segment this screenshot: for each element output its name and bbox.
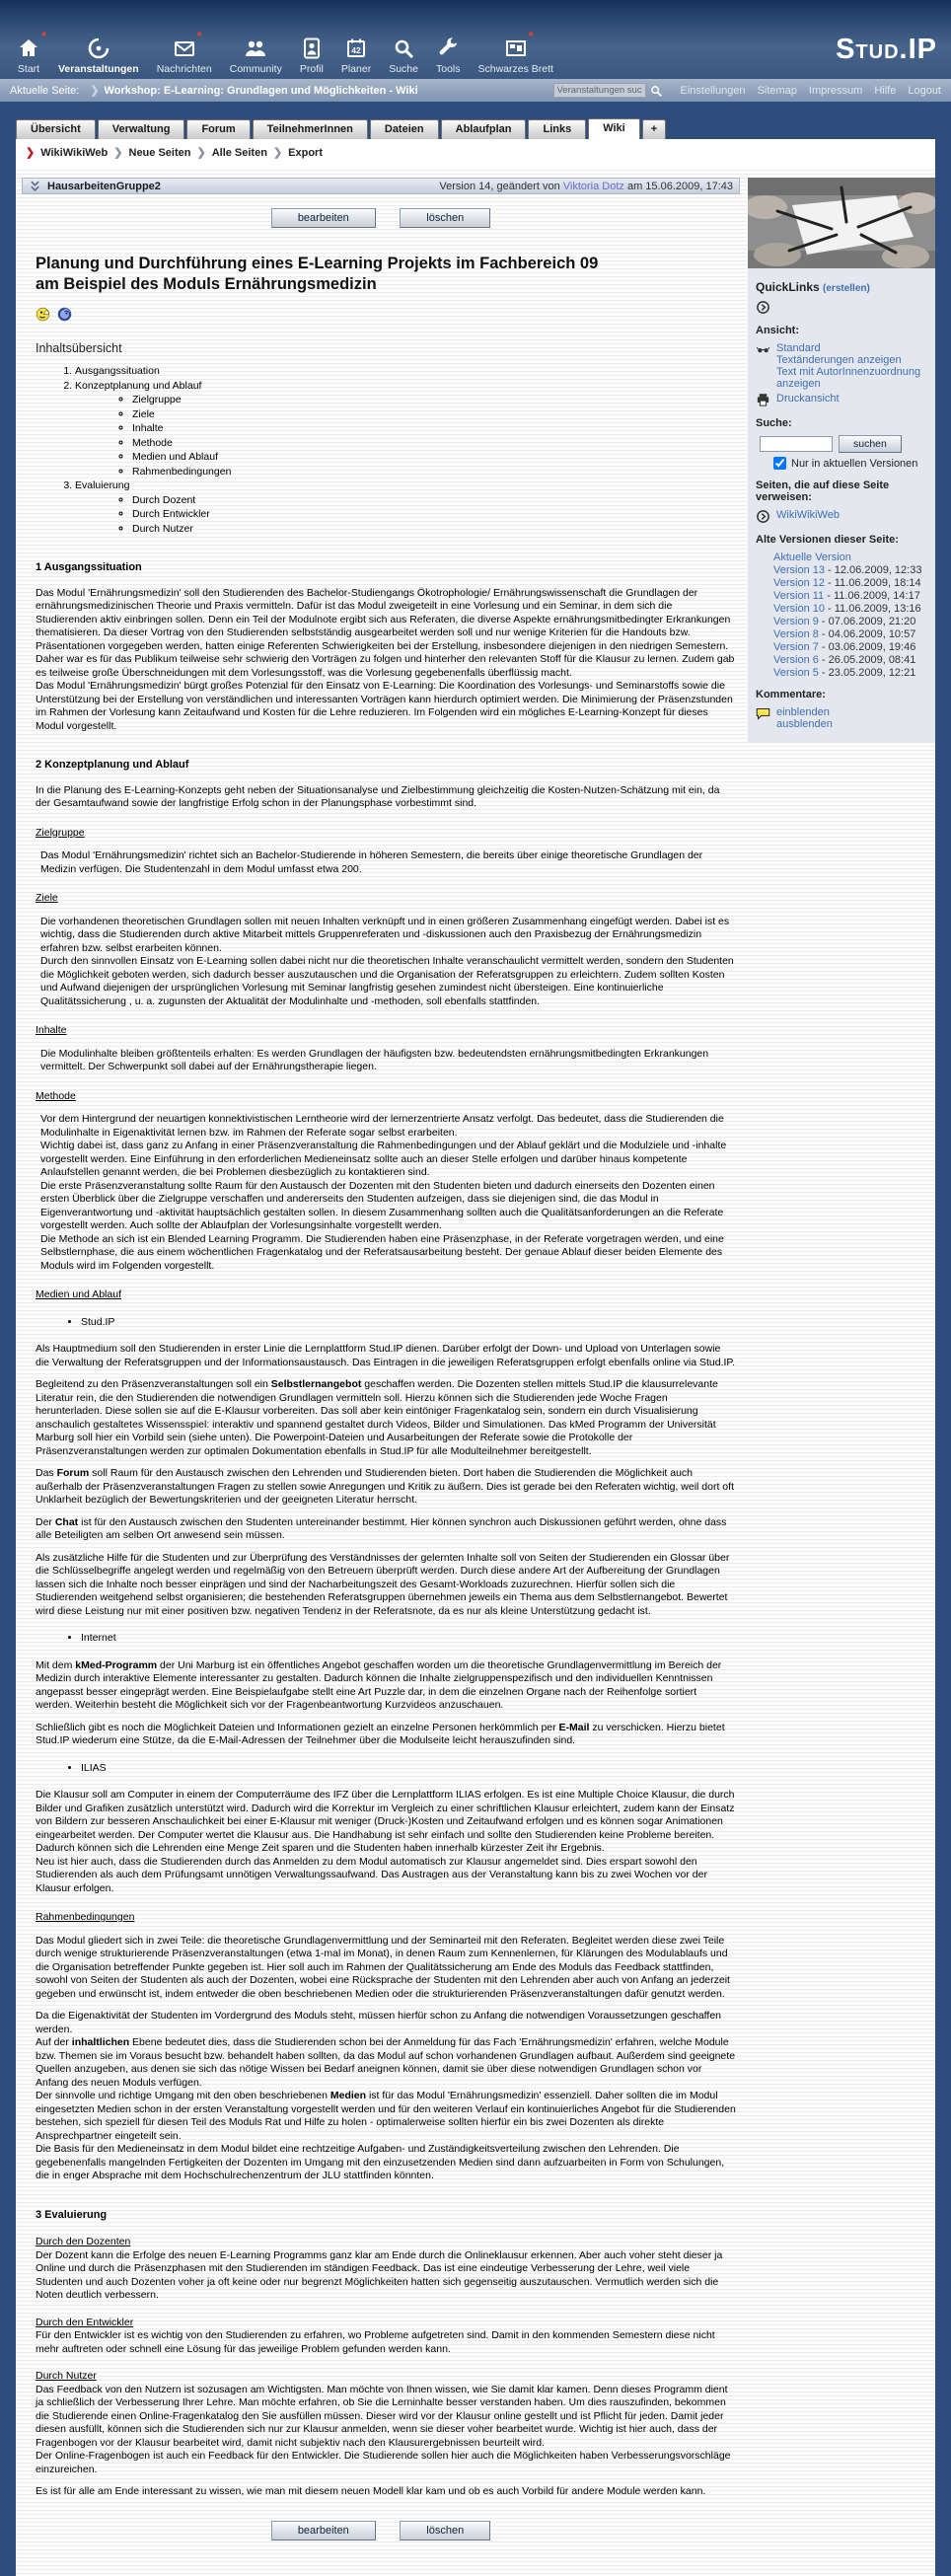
article-paragraph: Das Modul 'Ernährungsmedizin' richtet sich an Bachelor-Studierende in höheren Semestern, die bereits über einige theoretische Grundlagen der Medizin verfügen. Die Studentenzahl in dem Modul umfasst etwa 200.	[40, 849, 703, 875]
quicklinks-create-link[interactable]: (erstellen)	[823, 283, 870, 294]
view-section-label: Ansicht:	[756, 325, 799, 336]
printer-icon	[756, 393, 770, 407]
toc-entry[interactable]: 1. Ausgangssituation	[75, 365, 736, 379]
tab-übersicht[interactable]: Übersicht	[16, 119, 96, 139]
top-action-buttons	[22, 208, 740, 228]
comments-label: Kommentare:	[756, 689, 826, 700]
smiley-row	[36, 307, 736, 327]
search-section-label: Suche:	[756, 417, 792, 429]
breadcrumb-item-export[interactable]: Export	[288, 146, 323, 159]
wiki-search-button[interactable]: suchen	[839, 435, 902, 453]
version-list	[756, 552, 927, 679]
edit-button-bottom[interactable]: bearbeiten	[271, 2521, 376, 2540]
version-date: - 11.06.2009, 13:16	[824, 603, 921, 615]
article-body	[36, 561, 736, 2499]
article-paragraph: Die Modulinhalte bleiben größtenteils erhalten: Es werden Grundlagen der häufigsten bzw. bedeutendsten ernährungsmitbedingten Erkrankungen vermittelt. Der Schwerpunkt soll dabei auf der Ernährungstherapie liegen.	[40, 1047, 709, 1072]
comment-bubble-icon	[756, 706, 770, 721]
nav-item-label: Start	[17, 63, 40, 75]
article-subheading: Medien und Ablauf	[36, 1288, 121, 1300]
course-title: Workshop: E-Learning: Grundlagen und Möglichkeiten - Wiki	[104, 84, 418, 97]
view-standard-link[interactable]: Standard	[776, 342, 821, 354]
article-paragraph: Vor dem Hintergrund der neuartigen konnektivistischen Lerntheorie wird der lernerzentrierte Ansatz verfolgt. Das bedeutet, dass die Studierenden die Modulinhalte in Eigenaktivität lernen bzw. im Rahmen der Referate sogar selbst erarbeiten. Wichtig dabei ist, dass ganz zu Anfang in einer Präsenzveranstaltung die Rahmenbedingungen und der Ablauf geklärt und die Modulziele und -inhalte vorgestellt werden. Eine Einführung in den erforderlichen Medieneinsatz sollte auch an dieser Stelle erfolgen und darüber hinaus kompetente Anlaufstellen genannt werden, die bei Problemen diesbezüglich zu kontaktieren sind. Die erste Präsenzveranstaltung sollte Raum für den Austausch der Dozenten mit den Studenten bieten und dadurch einerseits den Dozenten einen ersten Überblick über die Zielgruppe verschaffen und andererseits den Studenten aufzeigen, dass sie diejenigen sind, die das Modul in Eigenverantwortung und -aktivität hauptsächlich gestalten sollen. In diesem Zusammenhang sollten auch die Qualitätsanforderungen an die Referate vorgestellt werden. Auch sollte der Ablaufplan der Vorlesungsinhalte vorgestellt werden. Die Methode an sich ist ein Blended Learning Programm. Die Studierenden haben eine Präsenzphase, in der Referate vorgetragen werden, und eine Selbstlernphase, die aus einem wöchentlichen Fragenkatalog und der Referatsausarbeitung besteht. Der genaue Ablauf dieser beiden Elemente des Moduls wird im Folgenden vorgestellt.	[40, 1113, 727, 1272]
article-paragraph: Der Dozent kann die Erfolge des neuen E-Learning Programms ganz klar am Ende durch die Onlineklausur erkennen. Aber auch voher steht dieser ja Online und durch die Präsenzphasen mit den Studierenden im ständigen Feedback. Das ist eine eindeutige Verbesserung der Lehre, weil viele Studenten und auch Dozenten voher ja oft keine oder nur begrenzt Möglichkeiten hatten sich gegenseitig auszutauschen. Vermutlich werden sich die Noten deutlich verbessern.	[36, 2248, 723, 2301]
version-date: - 26.05.2009, 08:41	[818, 654, 916, 666]
view-mode-icon	[756, 342, 770, 357]
version-date: - 11.06.2009, 18:14	[824, 577, 921, 589]
dizzy-smiley-icon	[57, 307, 72, 322]
version-entry	[773, 616, 927, 627]
article-paragraph: Da die Eigenaktivität der Studenten im Vordergrund des Moduls steht, müssen hierfür schon zu Anfang die notwendigen Voraussetzungen geschaffen werden. Auf der inhaltlichen Ebene bedeutet dies, dass die Studierenden schon bei der Anmeldung für das Fach 'Ernährungsmedizin' erfahren, welche Module bzw. Themen sie im Voraus besucht bzw. behandelt haben sollten, da das Modul auf schon vorhandenen Grundlagen aufbaut. Außerdem sind geeignete Quellen anzugeben, aus denen sie sich das nötige Wissen bei Bedarf aneignen können, damit sie über diese notwendigen Grundlagen schon vor Anfang des neuen Moduls verfügen. Der sinnvolle und richtige Umgang mit den oben beschriebenen Medien ist für das Modul 'Ernährungsmedizin' essenziell. Daher sollten die im Modul eingesetzten Medien schon in der ersten Veranstaltung vorgestellt werden und für den weiteren Verlauf ein kontinuierliches Angebot für die Studierenden bestehen, sich speziell für diesen Teil des Moduls Rat und Hilfe zu holen - optimalerweise sollten hierfür ein bis zwei Dozenten als direkte Ansprechpartner eingeteilt sein. Die Basis für den Medieneinsatz in dem Modul bildet eine rechtzeitige Aufgaben- und Zuständigkeitsverteilung zwischen den Lehrenden. Die gegebenenfalls mangelnden Fertigkeiten der Dozenten im Umgang mit den einzusetzenden Medien sind dann aufzuarbeiten in Form von Schulungen, die in enger Absprache mit dem Hochschulrechenzentrum der JLU stattfinden könnten.	[36, 2010, 736, 2181]
article-subheading: Rahmenbedingungen	[36, 1911, 135, 1923]
toc-entry[interactable]: 2. Konzeptplanung und Ablauf	[75, 380, 736, 394]
version-entry	[773, 577, 927, 589]
version-entry	[773, 654, 927, 666]
nav-item-label: Tools	[435, 63, 461, 75]
quicklinks-label: QuickLinks	[756, 280, 820, 294]
toc-label: Inhaltsübersicht	[36, 340, 122, 355]
version-link[interactable]: Version 11	[773, 590, 825, 602]
article-paragraph: Das Modul 'Ernährungsmedizin' soll den Studierenden des Bachelor-Studiengangs Ökotrophologie/ Ernährungswissenschaft die Grundlagen der ernährungsmedizinischen Theorie und Praxis vermitteln. Dafür ist das Modul zweigeteilt in eine Vorlesung und ein Seminar, in dem sich die Studierenden aktiv einbringen sollen. Denn ein Teil der Modulnote ergibt sich aus Referaten, die diverse Aspekte ernährungsmitbedingter Erkrankungen thematisieren. Da dieser Vortrag von den Studierenden selbstständig ausgearbeitet werden soll und nur wenige Kriterien für die Handouts bzw. Präsentationen vorgegeben werden, hatten einige Referenten Schwierigkeiten bei der Erstellung, insbesondere diejenigen in den niedrigen Semestern. Daher war es für das Publikum teilweise sehr schwierig den Vorträgen zu folgen und hinterher den relevanten Stoff für die Klausur zu lernen. Zudem gab es teilweise große Überschneidungen mit dem Vorlesungsstoff, was die Vorlesung gegebenenfalls überflüssig macht. Das Modul 'Ernährungsmedizin' bürgt großes Potenzial für den Einsatz von E-Learning: Die Koordination des Vorlesungs- und Seminarstoffs sowie die Unterstützung bei der Erstellung von verständlichen und interessanten Vorträgen kann hierdurch optimiert werden. Die Minimierung der Präsenzstunden im Rahmen der Vorlesung kann Zeitaufwand und Kosten für die Lehre reduzieren. Im Folgenden wird ein mögliches E-Learning-Konzept für dieses Modul vorgestellt.	[36, 586, 735, 732]
version-date: - 04.06.2009, 10:57	[818, 628, 916, 640]
version-prefix: Version 14, geändert von	[439, 180, 563, 192]
tab-wiki[interactable]: Wiki	[588, 118, 640, 139]
table-of-contents	[36, 365, 736, 536]
version-entry	[773, 628, 927, 640]
version-entry	[773, 641, 927, 653]
article-paragraph: Begleitend zu den Präsenzveranstaltungen soll ein Selbstlernangebot geschaffen werden. Die Dozenten stellen mittels Stud.IP die klausurrelevante Literatur rein, die den Studierenden die notwendigen Grundlagen vermitteln soll. Hierzu können sich die Studierenden jede Woche Fragen herunterladen. Diese sollen sie auf die E-Klausur vorbereiten. Das soll aber kein eintöniger Fragenkatalog sein, sondern ein durch Visualisierung anschaulich gestaltetes Wissensspiel: interaktiv und spannend gestaltet durch Videos, Bilder und Simulationen. Das kMed Programm der Universität Marburg soll hier ein Vorbild sein (siehe unten). Die Powerpoint-Dateien und Ausarbeitungen der Referate sowie die Protokolle der Präsenzveranstaltungen werden zur optimalen Dokumentation ebenfalls in Stud.IP für alle Modulteilnehmer bereitgestellt.	[36, 1378, 718, 1457]
breadcrumb-item-alle-seiten[interactable]: Alle Seiten	[211, 146, 267, 159]
toc-sub-list	[75, 394, 736, 478]
version-link[interactable]: Version 5	[773, 667, 819, 679]
current-page-label: Aktuelle Seite:	[10, 84, 80, 97]
article-title	[36, 254, 736, 295]
version-link[interactable]: Version 12	[773, 577, 825, 589]
version-link[interactable]: Version 8	[773, 628, 819, 640]
article-paragraph: Als zusätzliche Hilfe für die Studenten und zur Überprüfung des Verständnisses der gelernten Inhalte soll von Seiten der Studierenden ein Glossar über die Schlüsselbegriffe angelegt werden und regelmäßig von den Betreuern überprüft werden. Durch diese andere Art der Aufbereitung der Grundlagen lassen sich die Inhalte noch besser einprägen und sind der Nacharbeitungszeit des Gesamt-Workloads zuzurechnen. Hierfür sollen sich die Studierenden weitgehend selbst organisieren; die bestehenden Referatsgruppen übernehmen jeweils ein Thema aus dem Selbstlernangebot. Bewertet wird diese Leistung nur mit einer positiven bzw. negativen Tendenz in der Referatsnote, da es nur als kleine Unterstützung gedacht ist.	[36, 1551, 730, 1617]
article-subheading: Durch den Dozenten	[36, 2236, 131, 2247]
version-info	[439, 181, 733, 192]
content-area	[16, 139, 935, 2576]
new-alert-icon: *	[528, 29, 534, 43]
nav-item-label: Veranstaltungen	[58, 63, 139, 75]
delete-button-bottom[interactable]: löschen	[400, 2521, 490, 2540]
current-versions-label: Nur in aktuellen Versionen	[791, 457, 918, 470]
mail-icon	[173, 29, 202, 60]
version-entry	[773, 590, 927, 602]
group-work-photo	[748, 178, 935, 268]
referring-page-link[interactable]: WikiWikiWeb	[776, 509, 840, 521]
tab-verwaltung[interactable]: Verwaltung	[98, 119, 185, 139]
comments-links	[776, 706, 833, 730]
nav-item-label: Suche	[389, 63, 418, 75]
quicklinks-heading	[756, 280, 927, 294]
article-bullet: • ILIAS	[81, 1762, 736, 1776]
article-title-line2: am Beispiel des Moduls Ernährungsmedizin	[36, 275, 377, 293]
author-link[interactable]: Viktoria Dotz	[562, 180, 624, 192]
toc-sub-entry[interactable]: ◦ Methode	[132, 437, 736, 451]
edit-button[interactable]: bearbeiten	[271, 208, 376, 228]
toc-sub-entry[interactable]: ◦ Durch Dozent	[132, 494, 736, 508]
community-icon	[244, 37, 267, 60]
article-subheading: Durch Nutzer	[36, 2370, 97, 2382]
version-link[interactable]: Version 9	[773, 616, 819, 627]
chevron-right-icon: ❯	[90, 85, 100, 97]
wiki-search-input[interactable]	[760, 436, 833, 452]
nav-item-label: Planer	[340, 63, 372, 75]
version-link[interactable]: Version 10	[773, 603, 825, 615]
current-versions-checkbox[interactable]	[773, 457, 786, 470]
comments-hide-link[interactable]: ausblenden	[776, 718, 833, 730]
chevron-right-icon: ❯	[113, 147, 123, 159]
header-link-logout[interactable]: Logout	[908, 84, 941, 97]
tab-teilnehmerinnen[interactable]: TeilnehmerInnen	[253, 119, 368, 139]
nav-item-profil[interactable]	[291, 37, 332, 75]
version-date: - 07.06.2009, 21:20	[818, 616, 916, 627]
collapse-icon[interactable]	[29, 180, 41, 192]
version-entry	[773, 667, 927, 679]
article-paragraph: Die Klausur soll am Computer in einem der Computerräume des IFZ über die Lernplattform ILIAS erfolgen. Es ist eine Multiple Choice Klausur, die durch Bilder und Grafiken zusätzlich unterstützt wird. Dadurch wird die Korrektur im Vergleich zu einer schriftlichen Klausur erleichtert, zudem kann der Einsatz von Bildern zur besseren Anschaulichkeit bei einer E-Klausur mit weniger (Druck-)Kosten und Zeitaufwand erfolgen und es können sogar Animationen eingearbeitet werden. Der Computer wertet die Klausur aus. Die Handhabung ist sehr einfach und sollte den Studierenden keine Probleme bereiten. Dadurch können sich die Lehrenden eine Menge Zeit sparen und die Studenten haben innerhalb kürzester Zeit ihr Ergebnis. Neu ist hier auch, dass die Studierenden durch das Anmelden zu dem Modul automatisch zur Klausur angemeldet sind. Dies erspart sowohl den Studierenden als auch dem Prüfungsamt unnötigen Verwaltungssaufwand. Das Austragen aus der Veranstaltung kann bis zu zwei Wochen vor der Klausur erfolgen.	[36, 1789, 735, 1894]
nav-item-planer[interactable]	[332, 37, 380, 75]
article-paragraph: Es ist für alle am Ende interessant zu wissen, wie man mit diesem neuen Modell klar kam und ob es auch Vorbild für andere Module werden kann.	[36, 2485, 706, 2497]
header-link-hilfe[interactable]: Hilfe	[874, 84, 897, 97]
header-quick-links	[669, 85, 942, 97]
article-heading: 1 Ausgangssituation	[36, 561, 142, 573]
version-link[interactable]: Aktuelle Version	[773, 552, 851, 563]
tab-dateien[interactable]: Dateien	[370, 119, 439, 139]
top-header	[0, 0, 951, 79]
view-changes-link[interactable]: Textänderungen anzeigen	[776, 354, 902, 366]
article-heading: 2 Konzeptplanung und Ablauf	[36, 759, 189, 771]
referring-pages-label: Seiten, die auf diese Seite verweisen:	[756, 479, 890, 503]
version-date: - 03.06.2009, 19:46	[818, 641, 916, 653]
main-navigation	[8, 29, 562, 75]
bottom-action-buttons	[22, 2521, 740, 2540]
delete-button[interactable]: löschen	[400, 208, 490, 228]
wiki-sidebar	[748, 178, 935, 2550]
version-date: - 12.06.2009, 12:33	[824, 564, 922, 576]
breadcrumb-item-wikiwikiweb[interactable]: WikiWikiWeb	[40, 146, 109, 159]
article-paragraph: Die vorhandenen theoretischen Grundlagen sollen mit neuen Inhalten verknüpft und in einen größeren Zusammenhang eingefügt werden. Dabei ist es wichtig, dass die Studierenden durch aktive Mitarbeit mittels Gruppenreferaten und -diskussionen auch den Praxisbezug der Ernährungsmedizin erfahren bzw. selbst erarbeiten können. Durch den sinnvollen Einsatz von E-Learning sollen dabei nicht nur die theoretischen Inhalte veranschaulicht vermittelt werden, sondern den Studenten die Möglichkeit geboten werden, sich dadurch besser auszutauschen und die Organisation der Referatsgruppen zu erleichtern. Zudem sollten Kosten und Aufwand diejenigen der ursprünglichen Vorlesung mit Seminar langfristig gesehen zumindest nicht übersteigen. Eine kontinuierliche Qualitätssicherung , u. a. zugunsten der Aktualität der Modulinhalte und -methoden, soll ebenfalls stattfinden.	[40, 915, 734, 1007]
nav-item-label: Profil	[299, 63, 324, 75]
article-paragraph: Das Feedback von den Nutzern ist sozusagen am Wichtigsten. Man möchte von Ihnen wissen, wie Sie damit klar kamen. Denn dieses Programm dient ja schließlich der Verbesserung Ihrer Lehre. Man möchte erfahren, ob Sie die Lerninhalte besser verstanden haben. Um dies rauszufinden, bekommen die Studierende einen Online-Fragenkatalog den Sie ausfüllen müssen. Dieser wird vor der Klausur online gestellt und ist Pflicht für jeden. Damit jeder diesen ausfüllt, können sich die Studierenden sich nur zur Klausur anmelden, wenn sie dieser voher bearbeitet wurde. Wichtig ist hier auch, dass der Fragenbogen vor der Klausur bearbeitet wird, damit nicht subjektiv nach den Klausurergebnissen beurteilt wird. Der Online-Fragenbogen ist auch ein Feedback für den Entwickler. Die Studierende sollen hier auch die Möglichkeiten haben Verbesserungsvorschläge einzureichen.	[36, 2383, 731, 2475]
nav-item-start[interactable]	[8, 29, 49, 75]
toc-sub-entry[interactable]: ◦ Inhalte	[132, 422, 736, 436]
version-date: - 23.05.2009, 12:21	[818, 667, 916, 679]
version-entry	[773, 603, 927, 615]
header-link-impressum[interactable]: Impressum	[808, 84, 863, 97]
article-paragraph: Schließlich gibt es noch die Möglichkeit Dateien und Informationen gezielt an einzelne Personen herkömmlich per E-Mail zu verschicken. Hierzu bietet Stud.IP wiederum eine Stütze, da die E-Mail-Adressen der Teilnehmer über die Modulseite leicht herauszufinden sind.	[36, 1721, 725, 1746]
arrow-circle-icon	[756, 509, 770, 524]
tab-links[interactable]: Links	[528, 119, 586, 139]
view-links	[776, 342, 927, 390]
toc-sub-entry[interactable]: ◦ Medien und Ablauf	[132, 451, 736, 465]
article-paragraph: Als Hauptmedium soll den Studierenden in erster Linie die Lernplattform Stud.IP dienen. Darüber erfolgt der Down- und Upload von Unterlagen sowie die Verwaltung der Referatsgruppen und der Informationsaustausch. Das Eintragen in die jeweiligen Referatsgruppen erfolgt ebenfalls online via Stud.IP.	[36, 1343, 735, 1368]
view-authors-link[interactable]: Text mit AutorInnenzuordnung anzeigen	[776, 366, 921, 390]
article-subheading: Zielgruppe	[36, 826, 85, 839]
article-bullet: • Stud.IP	[81, 1316, 736, 1330]
article-bullet-list	[36, 1762, 736, 1776]
nav-item-schwarzes-brett[interactable]	[470, 29, 562, 75]
version-entry	[773, 552, 927, 563]
tab-forum[interactable]: Forum	[186, 119, 250, 139]
toc-entry[interactable]: 3. Evaluierung	[75, 479, 736, 493]
toc-sub-list	[75, 494, 736, 537]
tools-icon	[436, 37, 460, 60]
article-paragraph: In die Planung des E-Learning-Konzepts geht neben der Situationsanalyse und Zielbestimmung gleichzeitig die Kosten-Nutzen-Schätzung mit ein, da der Gesamtaufwand sowie der langfristige Erfolg schon in der Planungsphase vorbestimmt sind.	[36, 783, 720, 809]
article-title-line1: Planung und Durchführung eines E-Learning Projekts im Fachbereich 09	[36, 255, 599, 272]
article-paragraph: Der Chat ist für den Austausch zwischen den Studenten untereinander bestimmt. Hier können synchron auch Diskussionen geführt werden, ohne dass alle Beteiligten am selben Ort anwesend sein müssen.	[36, 1515, 727, 1541]
profile-icon	[300, 37, 324, 60]
toc-sub-entry[interactable]: ◦ Durch Nutzer	[132, 523, 736, 537]
article-paragraph: Das Modul gliedert sich in zwei Teile: die theoretische Grundlagenvermittlung und der Seminarteil mit den Referaten. Begleitet werden diese zwei Teile durch wenige strukturierende Präsenzveranstaltungen (etwa 1-mal im Monat), in denen Raum zum Kennenlernen, für Klärungen des Modulablaufs und die Organisation betreffender Punkte gegeben ist. Hier soll auch im Rahmen der Qualitätssicherung am Ende des Moduls das Feedback stattfinden, sowohl von Seiten der Studenten als auch der Dozenten, wobei eine Rücksprache der Studenten mit den Lehrenden aber auch von Anfang an jederzeit gegeben und erwünscht ist, indem entweder die oben beschriebenen Medien oder die strukturierenden Präsenzveranstaltungen dafür genutzt werden.	[36, 1934, 730, 2000]
version-link[interactable]: Version 6	[773, 654, 819, 666]
article-subheading: Durch den Entwickler	[36, 2316, 134, 2328]
home-icon	[17, 29, 46, 60]
info-bar	[0, 79, 951, 102]
course-tabs	[16, 118, 951, 139]
nav-item-label: Community	[229, 63, 282, 75]
nav-item-label: Schwarzes Brett	[477, 63, 553, 75]
print-view-link[interactable]: Druckansicht	[776, 393, 840, 405]
article-heading: 3 Evaluierung	[36, 2208, 108, 2221]
smiley-icon	[36, 307, 50, 322]
sidebar-panel	[748, 268, 935, 743]
tab-ablaufplan[interactable]: Ablaufplan	[441, 119, 527, 139]
nav-item-veranstaltungen[interactable]	[49, 37, 148, 75]
svg-text:42: 42	[351, 45, 361, 55]
nav-item-suche[interactable]	[380, 37, 427, 75]
wiki-page-name: HausarbeitenGruppe2	[47, 180, 161, 192]
toc-sub-entry[interactable]: ◦ Durch Entwickler	[132, 508, 736, 522]
breadcrumb-item-neue-seiten[interactable]: Neue Seiten	[128, 146, 191, 159]
tab-band	[0, 102, 951, 139]
wiki-article	[22, 254, 740, 2499]
nav-item-community[interactable]	[221, 37, 291, 75]
header-link-sitemap[interactable]: Sitemap	[757, 84, 797, 97]
arrow-circle-icon[interactable]	[756, 300, 770, 315]
tab-add[interactable]: +	[642, 119, 666, 139]
search-icon[interactable]	[649, 84, 663, 98]
toc-sub-entry[interactable]: ◦ Zielgruppe	[132, 394, 736, 407]
version-entry	[773, 564, 927, 576]
wiki-page-header	[22, 178, 740, 194]
article-bullet-list	[36, 1316, 736, 1330]
toc-sub-entry[interactable]: ◦ Ziele	[132, 408, 736, 422]
version-link[interactable]: Version 7	[773, 641, 819, 653]
article-bullet-list	[36, 1632, 736, 1646]
nav-item-label: Nachrichten	[156, 63, 212, 75]
planner-icon	[344, 37, 368, 60]
old-versions-label: Alte Versionen dieser Seite:	[756, 534, 899, 546]
version-suffix: am 15.06.2009, 17:43	[623, 180, 733, 192]
nav-item-nachrichten[interactable]	[148, 29, 221, 75]
breadcrumb	[16, 139, 935, 168]
chevron-right-icon: ❯	[196, 147, 206, 159]
header-link-einstellungen[interactable]: Einstellungen	[680, 84, 746, 97]
studip-logo: Stud.IP	[836, 34, 937, 65]
chevron-right-icon: ❯	[272, 147, 283, 159]
search-icon	[392, 37, 415, 60]
new-alert-icon: *	[40, 29, 46, 43]
toc-sub-entry[interactable]: ◦ Rahmenbedingungen	[132, 466, 736, 479]
version-link[interactable]: Version 13	[773, 564, 825, 576]
article-subheading: Methode	[36, 1089, 76, 1102]
wiki-main-column	[16, 178, 744, 2550]
chevron-right-icon: ❯	[26, 147, 36, 159]
new-alert-icon: *	[196, 29, 202, 43]
article-paragraph: Für den Entwickler ist es wichtig von den Studierenden zu erfahren, wo Probleme aufgetreten sind. Damit in den kommenden Semestern diese nicht mehr auftreten oder schnell eine Lösung für das jeweilige Problem gefunden werden kann.	[36, 2329, 715, 2355]
article-paragraph: Das Forum soll Raum für den Austausch zwischen den Lehrenden und Studierenden bieten. Dort haben die Studierenden die Möglichkeit auch außerhalb der Präsenzveranstaltungen Fragen zu stellen sowie Anregungen und Kritik zu äußern. Dies ist gerade bei den Referaten wichtig, weil dort oft Unklarheit bezüglich der Bewertungskriterien und der geeigneten Literatur herrscht.	[36, 1467, 734, 1506]
article-paragraph: Mit dem kMed-Programm der Uni Marburg ist ein öffentliches Angebot geschaffen worden um die theoretische Grundlagenvermittlung im Bereich der Medizin durch interaktive Elemente interessanter zu gestalten. Dadurch können die Inhalte zielgruppenspezifisch und den individuellen Kenntnissen angepasst besser eingeprägt werden. Eine Beispielaufgabe stellt eine Art Puzzle dar, in dem die einzelnen Organe nach der Reihenfolge sortiert werden. Weiterhin besteht die Möglichkeit sich vor der Fragenbeantwortung Kurzvideos anzuschauen.	[36, 1658, 722, 1711]
comments-show-link[interactable]: einblenden	[776, 706, 830, 718]
article-subheading: Ziele	[36, 892, 58, 904]
article-subheading: Inhalte	[36, 1024, 67, 1036]
version-date: - 11.06.2009, 14:17	[824, 590, 920, 602]
board-icon	[504, 29, 534, 60]
courses-icon	[87, 37, 110, 60]
course-search-input[interactable]	[553, 83, 646, 98]
article-bullet: • Internet	[81, 1632, 736, 1646]
nav-item-tools[interactable]	[427, 37, 470, 75]
